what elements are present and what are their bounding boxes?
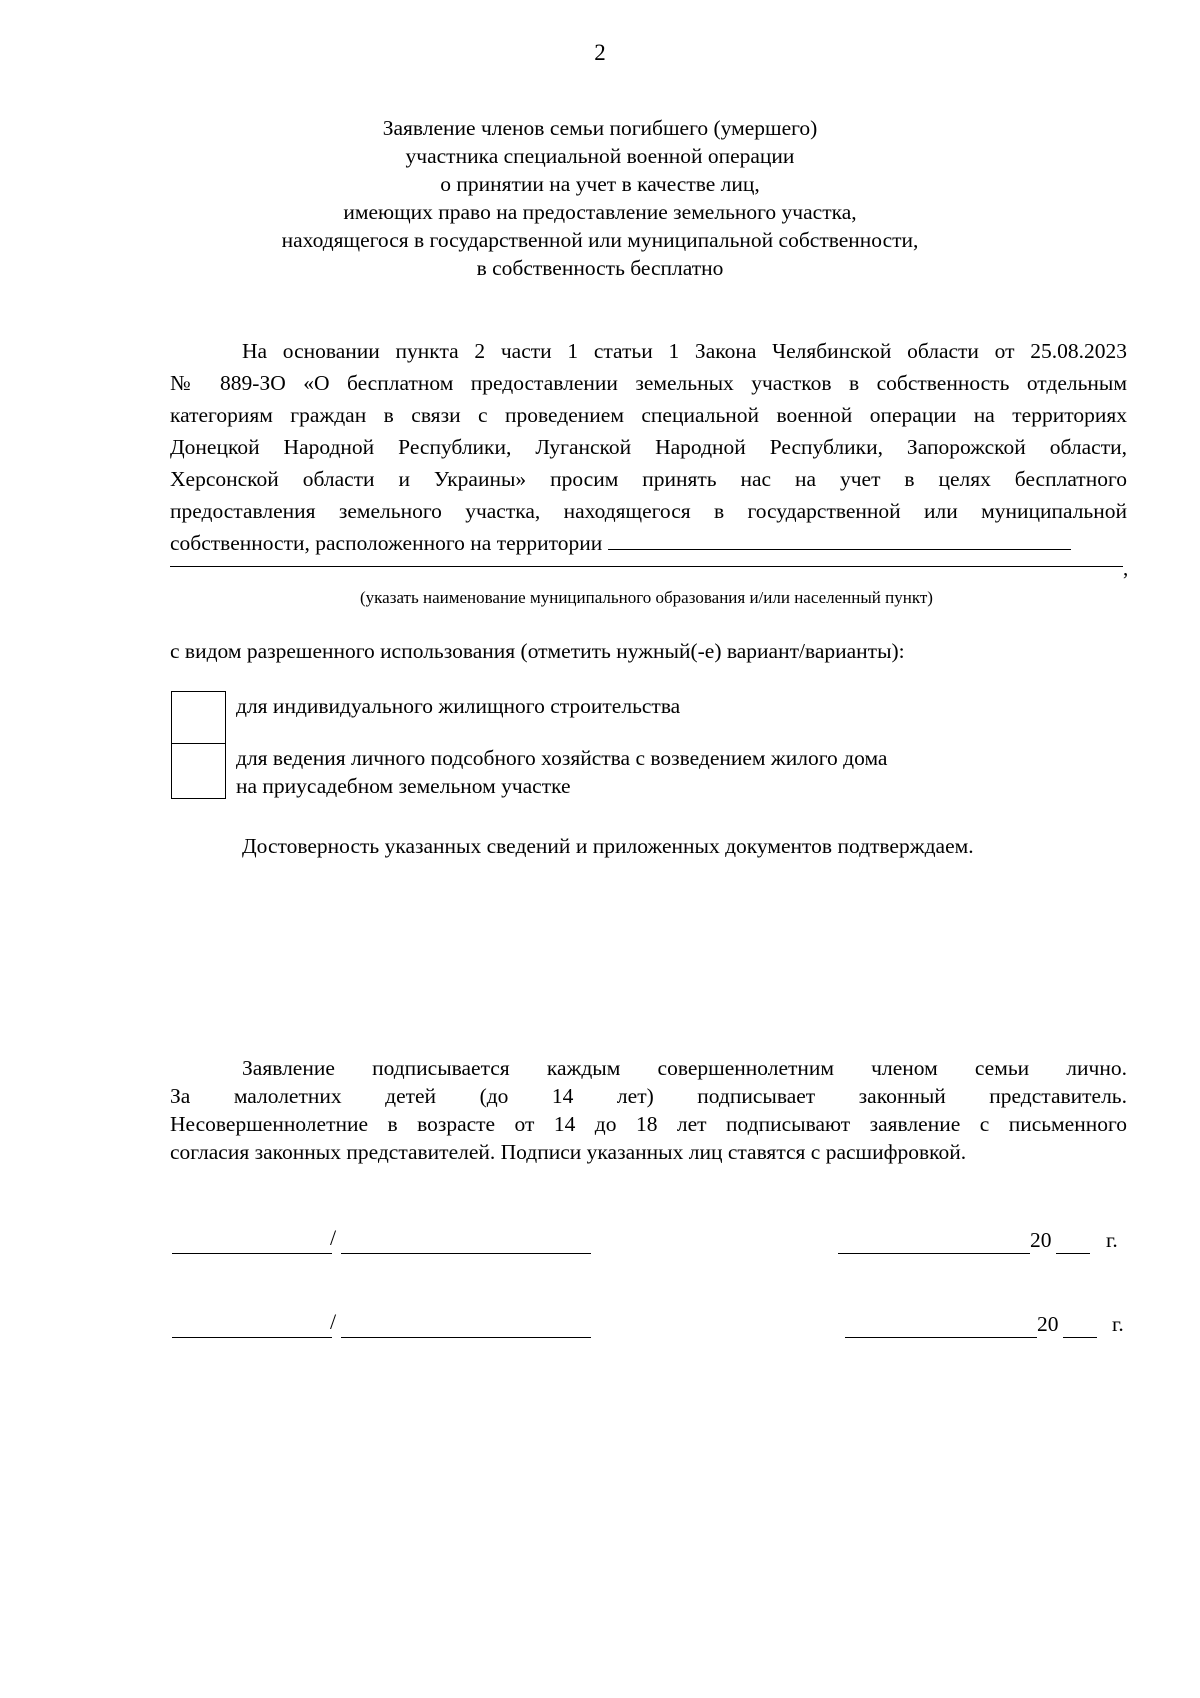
- signature-field[interactable]: [172, 1253, 332, 1254]
- signature-slash: /: [330, 1225, 337, 1250]
- territory-field[interactable]: [608, 527, 1071, 550]
- paragraph-line: Донецкой Народной Республики, Луганской Народной Республики, Запорожской области,: [170, 435, 1127, 459]
- title-line: в собственность бесплатно: [476, 256, 724, 280]
- title-line: Заявление членов семьи погибшего (умершего): [382, 116, 818, 140]
- page-number: 2: [594, 40, 606, 65]
- signing-rules-paragraph: [170, 1054, 1127, 1166]
- signature-decoding-field[interactable]: [341, 1337, 591, 1338]
- paragraph-line: № 889-ЗО «О бесплатном предоставлении земельных участков в собственность отдельным: [170, 371, 1127, 395]
- option-label-line: для ведения личного подсобного хозяйства с возведением жилого дома: [236, 746, 888, 770]
- signature-decoding-field[interactable]: [341, 1253, 591, 1254]
- paragraph-line: Заявление подписывается каждым совершеннолетним членом семьи лично.: [242, 1056, 1127, 1080]
- year-field[interactable]: [1063, 1337, 1097, 1338]
- request-paragraph: [170, 335, 1127, 559]
- signature-slash: /: [330, 1309, 337, 1334]
- paragraph-line: согласия законных представителей. Подписи указанных лиц ставятся с расшифровкой.: [170, 1140, 967, 1164]
- territory-hint: (указать наименование муниципального образования и/или населенный пункт): [360, 588, 933, 607]
- paragraph-line: На основании пункта 2 части 1 статьи 1 Закона Челябинской области от 25.08.2023: [242, 339, 1127, 363]
- paragraph-line: предоставления земельного участка, находящегося в государственной или муниципальной: [170, 499, 1127, 523]
- paragraph-line: категориям граждан в связи с проведением специальной военной операции на территориях: [170, 403, 1127, 427]
- option-checkbox-individual-housing[interactable]: [171, 691, 226, 745]
- option-label-line: для индивидуального жилищного строительства: [236, 694, 681, 718]
- year-prefix: 20: [1030, 1228, 1052, 1252]
- option-label-private-farming: [236, 744, 887, 800]
- confirmation-text: Достоверность указанных сведений и приложенных документов подтверждаем.: [242, 834, 974, 858]
- territory-field-continuation[interactable]: [170, 566, 1123, 567]
- title-line: имеющих право на предоставление земельного участка,: [343, 200, 857, 224]
- paragraph-line: Херсонской области и Украины» просим принять нас на учет в целях бесплатного: [170, 467, 1127, 491]
- paragraph-line: Несовершеннолетние в возрасте от 14 до 18 лет подписывают заявление с письменного: [170, 1112, 1127, 1136]
- year-suffix: г.: [1112, 1312, 1124, 1336]
- title-line: находящегося в государственной или муниципальной собственности,: [281, 228, 919, 252]
- title-line: о принятии на учет в качестве лиц,: [440, 172, 760, 196]
- paragraph-line: За малолетних детей (до 14 лет) подписывает законный представитель.: [170, 1084, 1127, 1108]
- option-checkbox-private-farming[interactable]: [171, 743, 226, 799]
- title-line: участника специальной военной операции: [405, 144, 795, 168]
- year-suffix: г.: [1106, 1228, 1118, 1252]
- territory-prefix: собственности, расположенного на территории: [170, 531, 603, 555]
- date-field[interactable]: [845, 1337, 1037, 1338]
- option-label-line: на приусадебном земельном участке: [236, 774, 571, 798]
- territory-comma: ,: [1123, 556, 1129, 580]
- year-prefix: 20: [1037, 1312, 1059, 1336]
- territory-line: [170, 527, 1127, 559]
- usage-label: с видом разрешенного использования (отметить нужный(-е) вариант/варианты):: [170, 639, 905, 663]
- option-label-individual-housing: [236, 692, 680, 720]
- year-field[interactable]: [1056, 1253, 1090, 1254]
- date-field[interactable]: [838, 1253, 1030, 1254]
- document-title: [170, 114, 1030, 282]
- signature-field[interactable]: [172, 1337, 332, 1338]
